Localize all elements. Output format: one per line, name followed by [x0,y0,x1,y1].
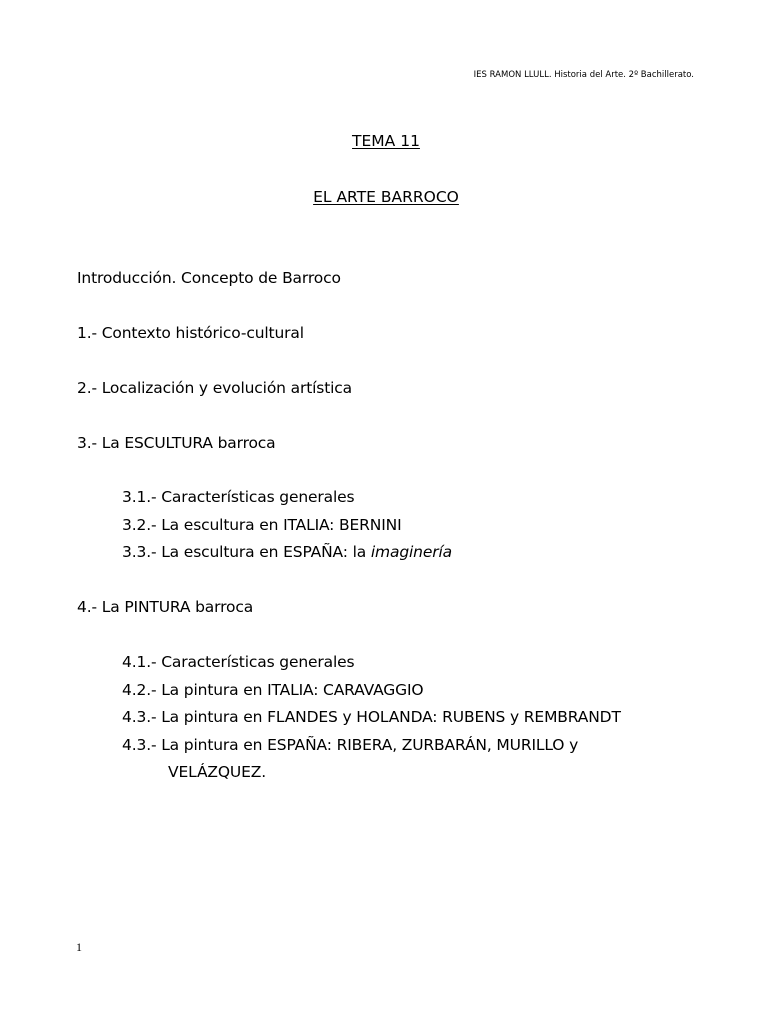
outline-section-3-3-text: 3.3.- La escultura en ESPAÑA: la [122,543,371,561]
outline-section-4-2: 4.2.- La pintura en ITALIA: CARAVAGGIO [122,681,424,699]
outline-section-4-3-espana-continued: VELÁZQUEZ. [168,763,266,781]
outline-section-3-3-italic: imaginería [370,543,452,561]
page-number: 1 [76,940,82,954]
subject-title: EL ARTE BARROCO [313,188,459,206]
outline-section-4-3-flandes: 4.3.- La pintura en FLANDES y HOLANDA: RUBENS y REMBRANDT [122,708,621,726]
outline-section-3-3 [122,543,452,561]
outline-section-3-2: 3.2.- La escultura en ITALIA: BERNINI [122,516,402,534]
outline-section-4-3-espana: 4.3.- La pintura en ESPAÑA: RIBERA, ZURBARÁN, MURILLO y [122,736,579,754]
outline-intro: Introducción. Concepto de Barroco [77,269,341,287]
outline-section-2: 2.- Localización y evolución artística [77,379,353,397]
tema-title: TEMA 11 [352,132,420,150]
outline-section-4-1: 4.1.- Características generales [122,653,355,671]
outline-section-1: 1.- Contexto histórico-cultural [77,324,304,342]
outline-section-4: 4.- La PINTURA barroca [77,598,254,616]
running-header: IES RAMON LLULL. Historia del Arte. 2º Bachillerato. [473,70,694,80]
outline-section-3-1: 3.1.- Características generales [122,488,355,506]
outline-section-3: 3.- La ESCULTURA barroca [77,434,276,452]
